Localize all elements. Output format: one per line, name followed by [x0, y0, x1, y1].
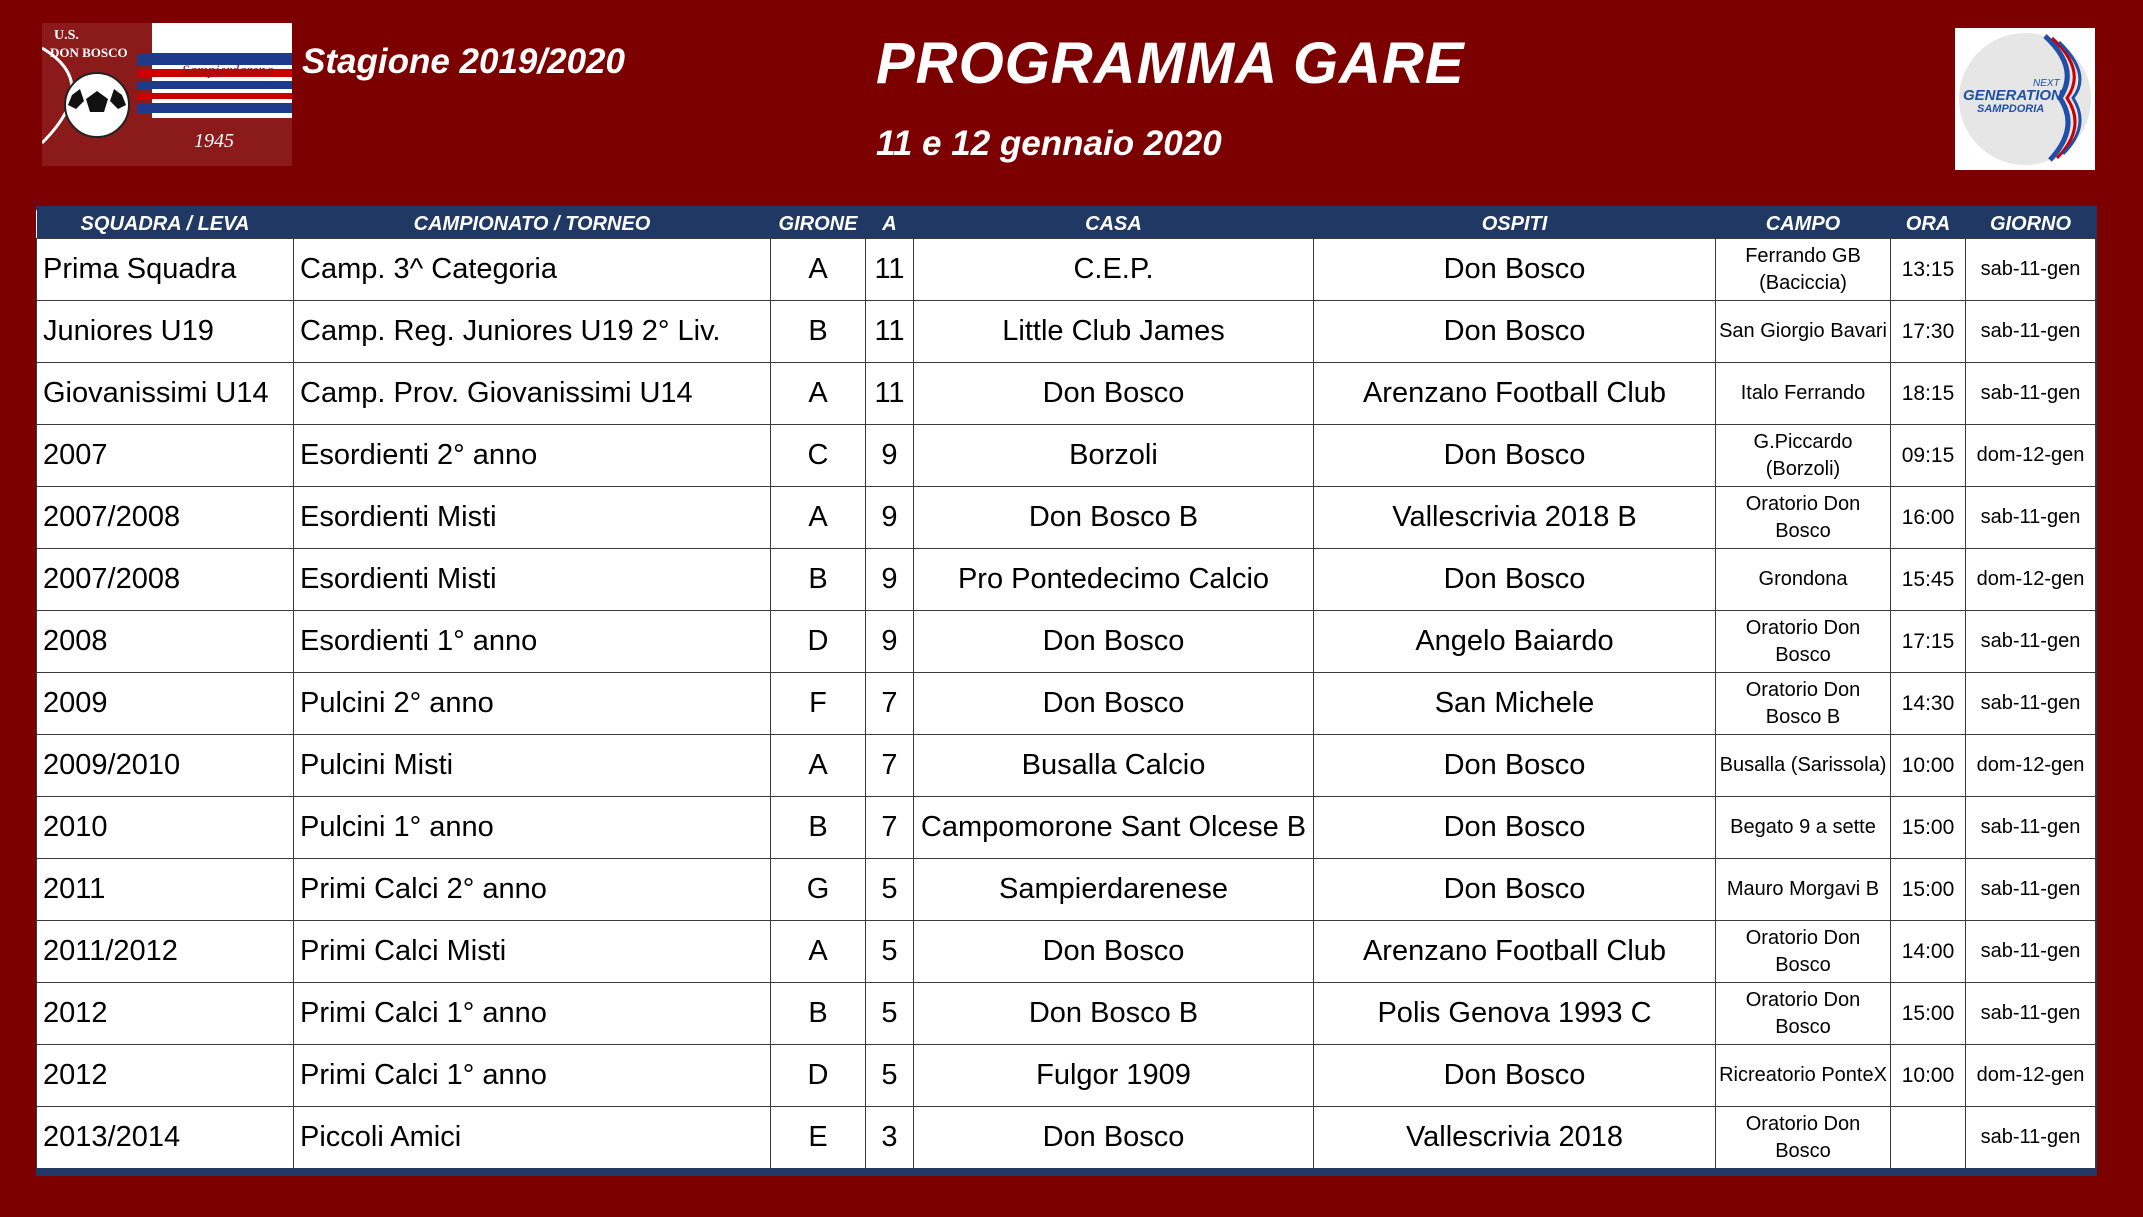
cell-ora: 14:30 [1891, 673, 1966, 735]
cell-ospiti: Polis Genova 1993 C [1314, 983, 1716, 1045]
cell-giorno: sab-11-gen [1966, 363, 2096, 425]
header-campo: CAMPO [1716, 210, 1891, 239]
cell-giorno: sab-11-gen [1966, 983, 2096, 1045]
cell-ospiti: San Michele [1314, 673, 1716, 735]
header-ospiti: OSPITI [1314, 210, 1716, 239]
table-row [37, 921, 2096, 983]
cell-giorno: sab-11-gen [1966, 673, 2096, 735]
cell-squadra: 2008 [37, 611, 294, 673]
cell-ospiti: Don Bosco [1314, 301, 1716, 363]
table-row [37, 1045, 2096, 1107]
cell-campionato: Pulcini Misti [294, 735, 771, 797]
cell-ospiti: Angelo Baiardo [1314, 611, 1716, 673]
table-body [37, 239, 2096, 1169]
cell-squadra: Prima Squadra [37, 239, 294, 301]
cell-ora: 09:15 [1891, 425, 1966, 487]
cell-campionato: Primi Calci 1° anno [294, 1045, 771, 1107]
cell-ospiti: Don Bosco [1314, 425, 1716, 487]
cell-squadra: Giovanissimi U14 [37, 363, 294, 425]
cell-giorno: dom-12-gen [1966, 425, 2096, 487]
cell-girone: F [771, 673, 866, 735]
cell-campo: G.Piccardo (Borzoli) [1716, 425, 1891, 487]
table-row [37, 301, 2096, 363]
cell-casa: Don Bosco B [914, 983, 1314, 1045]
cell-casa: Campomorone Sant Olcese B [914, 797, 1314, 859]
club-logo [42, 23, 292, 166]
cell-campo: Oratorio Don Bosco [1716, 921, 1891, 983]
cell-giorno: sab-11-gen [1966, 611, 2096, 673]
cell-casa: Don Bosco [914, 921, 1314, 983]
cell-casa: Don Bosco [914, 1107, 1314, 1169]
cell-squadra: 2011 [37, 859, 294, 921]
cell-ora: 16:00 [1891, 487, 1966, 549]
cell-ora: 17:30 [1891, 301, 1966, 363]
table-row [37, 425, 2096, 487]
table-row [37, 549, 2096, 611]
logo-text-us: U.S. [54, 28, 79, 43]
header-casa: CASA [914, 210, 1314, 239]
logo-text-sampierdarena: Sampierdarena [182, 63, 274, 79]
cell-campionato: Pulcini 1° anno [294, 797, 771, 859]
header-squadra: SQUADRA / LEVA [37, 210, 294, 239]
cell-a: 11 [866, 363, 914, 425]
cell-campionato: Primi Calci 2° anno [294, 859, 771, 921]
cell-a: 9 [866, 611, 914, 673]
header-ora: ORA [1891, 210, 1966, 239]
table-row [37, 983, 2096, 1045]
cell-ospiti: Don Bosco [1314, 859, 1716, 921]
cell-squadra: 2011/2012 [37, 921, 294, 983]
cell-giorno: sab-11-gen [1966, 1107, 2096, 1169]
cell-girone: E [771, 1107, 866, 1169]
cell-squadra: 2007/2008 [37, 549, 294, 611]
cell-casa: Don Bosco [914, 611, 1314, 673]
cell-casa: Sampierdarenese [914, 859, 1314, 921]
cell-a: 7 [866, 797, 914, 859]
cell-casa: Don Bosco B [914, 487, 1314, 549]
cell-casa: Pro Pontedecimo Calcio [914, 549, 1314, 611]
cell-campionato: Pulcini 2° anno [294, 673, 771, 735]
header-giorno: GIORNO [1966, 210, 2096, 239]
cell-a: 7 [866, 735, 914, 797]
cell-campionato: Esordienti Misti [294, 549, 771, 611]
sampdoria-logo [1955, 28, 2095, 170]
cell-casa: Little Club James [914, 301, 1314, 363]
cell-girone: B [771, 797, 866, 859]
cell-squadra: 2010 [37, 797, 294, 859]
cell-campionato: Esordienti 1° anno [294, 611, 771, 673]
cell-giorno: dom-12-gen [1966, 549, 2096, 611]
cell-casa: C.E.P. [914, 239, 1314, 301]
cell-ospiti: Don Bosco [1314, 239, 1716, 301]
cell-ora: 10:00 [1891, 735, 1966, 797]
date-subtitle: 11 e 12 gennaio 2020 [876, 124, 1222, 163]
cell-ospiti: Arenzano Football Club [1314, 921, 1716, 983]
cell-a: 9 [866, 425, 914, 487]
cell-squadra: 2009 [37, 673, 294, 735]
cell-giorno: sab-11-gen [1966, 239, 2096, 301]
cell-girone: A [771, 487, 866, 549]
table-row [37, 363, 2096, 425]
cell-ora [1891, 1107, 1966, 1169]
cell-ora: 17:15 [1891, 611, 1966, 673]
cell-campo: Busalla (Sarissola) [1716, 735, 1891, 797]
cell-ora: 14:00 [1891, 921, 1966, 983]
cell-casa: Borzoli [914, 425, 1314, 487]
season-label: Stagione 2019/2020 [302, 42, 625, 81]
table-row [37, 239, 2096, 301]
cell-campo: Ricreatorio PonteX [1716, 1045, 1891, 1107]
cell-ora: 13:15 [1891, 239, 1966, 301]
header-a: A [866, 210, 914, 239]
cell-squadra: 2007/2008 [37, 487, 294, 549]
cell-ora: 10:00 [1891, 1045, 1966, 1107]
cell-ospiti: Don Bosco [1314, 797, 1716, 859]
cell-ora: 15:45 [1891, 549, 1966, 611]
cell-campo: Oratorio Don Bosco [1716, 1107, 1891, 1169]
cell-ospiti: Arenzano Football Club [1314, 363, 1716, 425]
cell-campionato: Primi Calci Misti [294, 921, 771, 983]
logo-text-year: 1945 [194, 130, 234, 152]
cell-campo: Oratorio Don Bosco [1716, 983, 1891, 1045]
cell-ora: 15:00 [1891, 859, 1966, 921]
cell-giorno: sab-11-gen [1966, 487, 2096, 549]
cell-a: 9 [866, 549, 914, 611]
cell-girone: A [771, 921, 866, 983]
cell-ora: 18:15 [1891, 363, 1966, 425]
header-girone: GIRONE [771, 210, 866, 239]
table-row [37, 673, 2096, 735]
cell-squadra: Juniores U19 [37, 301, 294, 363]
cell-giorno: sab-11-gen [1966, 301, 2096, 363]
table-row [37, 611, 2096, 673]
cell-girone: A [771, 239, 866, 301]
cell-ospiti: Don Bosco [1314, 1045, 1716, 1107]
table-row [37, 735, 2096, 797]
cell-casa: Busalla Calcio [914, 735, 1314, 797]
cell-campionato: Camp. 3^ Categoria [294, 239, 771, 301]
cell-a: 11 [866, 301, 914, 363]
cell-ospiti: Don Bosco [1314, 549, 1716, 611]
cell-ospiti: Vallescrivia 2018 B [1314, 487, 1716, 549]
cell-squadra: 2012 [37, 1045, 294, 1107]
cell-campo: Oratorio Don Bosco [1716, 487, 1891, 549]
cell-squadra: 2012 [37, 983, 294, 1045]
cell-a: 5 [866, 983, 914, 1045]
cell-a: 3 [866, 1107, 914, 1169]
cell-squadra: 2009/2010 [37, 735, 294, 797]
cell-girone: B [771, 301, 866, 363]
table-row [37, 859, 2096, 921]
cell-girone: B [771, 983, 866, 1045]
cell-casa: Don Bosco [914, 673, 1314, 735]
cell-girone: B [771, 549, 866, 611]
cell-ora: 15:00 [1891, 797, 1966, 859]
logo-text-generation: GENERATION [1963, 87, 2062, 104]
cell-campo: Mauro Morgavi B [1716, 859, 1891, 921]
cell-giorno: dom-12-gen [1966, 1045, 2096, 1107]
cell-girone: A [771, 735, 866, 797]
table-header-row [37, 210, 2096, 239]
logo-text-sampdoria: SAMPDORIA [1977, 103, 2045, 115]
cell-campo: Begato 9 a sette [1716, 797, 1891, 859]
table-row [37, 487, 2096, 549]
cell-campionato: Esordienti 2° anno [294, 425, 771, 487]
cell-giorno: sab-11-gen [1966, 859, 2096, 921]
header-campionato: CAMPIONATO / TORNEO [294, 210, 771, 239]
cell-ospiti: Vallescrivia 2018 [1314, 1107, 1716, 1169]
cell-giorno: sab-11-gen [1966, 921, 2096, 983]
cell-girone: G [771, 859, 866, 921]
cell-ospiti: Don Bosco [1314, 735, 1716, 797]
page-title: PROGRAMMA GARE [876, 31, 1465, 96]
logo-text-next: NEXT [2033, 78, 2060, 89]
cell-casa: Fulgor 1909 [914, 1045, 1314, 1107]
table-row [37, 797, 2096, 859]
cell-a: 7 [866, 673, 914, 735]
cell-squadra: 2013/2014 [37, 1107, 294, 1169]
cell-campionato: Camp. Prov. Giovanissimi U14 [294, 363, 771, 425]
cell-girone: A [771, 363, 866, 425]
cell-a: 5 [866, 921, 914, 983]
cell-campo: San Giorgio Bavari [1716, 301, 1891, 363]
cell-a: 11 [866, 239, 914, 301]
cell-girone: D [771, 1045, 866, 1107]
logo-text-don-bosco: DON BOSCO [50, 45, 128, 60]
cell-casa: Don Bosco [914, 363, 1314, 425]
cell-ora: 15:00 [1891, 983, 1966, 1045]
cell-giorno: sab-11-gen [1966, 797, 2096, 859]
cell-campo: Oratorio Don Bosco [1716, 611, 1891, 673]
cell-campionato: Camp. Reg. Juniores U19 2° Liv. [294, 301, 771, 363]
cell-campionato: Piccoli Amici [294, 1107, 771, 1169]
table-bottom-bar [36, 1168, 2097, 1176]
cell-squadra: 2007 [37, 425, 294, 487]
cell-giorno: dom-12-gen [1966, 735, 2096, 797]
cell-campionato: Primi Calci 1° anno [294, 983, 771, 1045]
cell-campionato: Esordienti Misti [294, 487, 771, 549]
cell-campo: Ferrando GB (Baciccia) [1716, 239, 1891, 301]
table-row [37, 1107, 2096, 1169]
cell-campo: Grondona [1716, 549, 1891, 611]
cell-a: 5 [866, 1045, 914, 1107]
schedule-table [36, 210, 2096, 1169]
cell-a: 9 [866, 487, 914, 549]
cell-campo: Italo Ferrando [1716, 363, 1891, 425]
cell-girone: C [771, 425, 866, 487]
cell-campo: Oratorio Don Bosco B [1716, 673, 1891, 735]
cell-girone: D [771, 611, 866, 673]
cell-a: 5 [866, 859, 914, 921]
